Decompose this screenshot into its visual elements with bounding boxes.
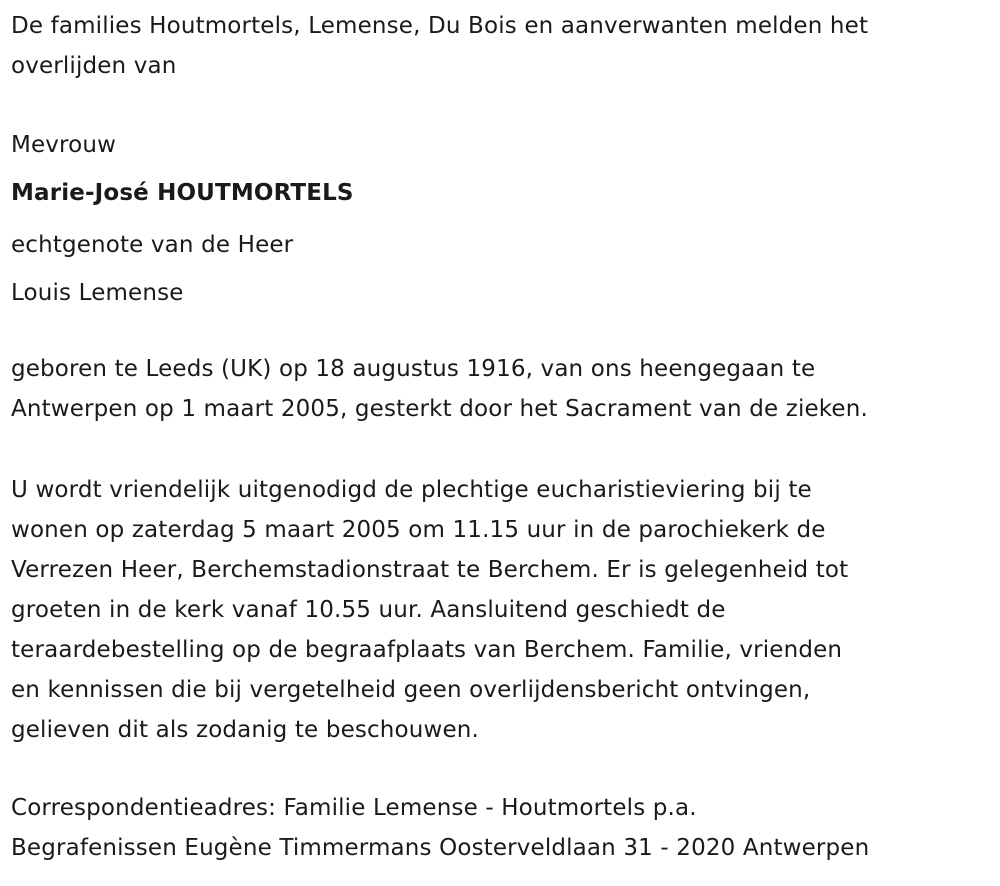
invitation-line: teraardebestelling op de begraafplaats van Berchem. Familie, vrienden	[11, 637, 843, 663]
deceased-name: Marie-José HOUTMORTELS	[11, 180, 354, 206]
correspondence-line: Correspondentieadres: Familie Lemense - Houtmortels p.a.	[11, 795, 697, 821]
intro-line: overlijden van	[11, 53, 177, 79]
birth-death-paragraph	[11, 349, 868, 429]
invitation-line: wonen op zaterdag 5 maart 2005 om 11.15 uur in de parochiekerk de	[11, 517, 826, 543]
spouse-line: Louis Lemense	[11, 280, 184, 306]
spouse-line: echtgenote van de Heer	[11, 232, 294, 258]
intro-line: De families Houtmortels, Lemense, Du Bois en aanverwanten melden het	[11, 13, 869, 39]
correspondence-paragraph	[11, 788, 869, 868]
invitation-line: en kennissen die bij vergetelheid geen overlijdensbericht ontvingen,	[11, 677, 811, 703]
birth-death-line: geboren te Leeds (UK) op 18 augustus 1916, van ons heengegaan te	[11, 356, 816, 382]
invitation-line: gelieven dit als zodanig te beschouwen.	[11, 717, 479, 743]
birth-death-line: Antwerpen op 1 maart 2005, gesterkt door het Sacrament van de zieken.	[11, 396, 868, 422]
invitation-line: groeten in de kerk vanaf 10.55 uur. Aansluitend geschiedt de	[11, 597, 726, 623]
intro-paragraph	[11, 6, 868, 86]
correspondence-line: Begrafenissen Eugène Timmermans Oosterveldlaan 31 - 2020 Antwerpen	[11, 835, 870, 861]
invitation-paragraph	[11, 470, 848, 750]
invitation-line: Verrezen Heer, Berchemstadionstraat te Berchem. Er is gelegenheid tot	[11, 557, 849, 583]
salutation: Mevrouw	[11, 132, 117, 158]
spouse-paragraph	[11, 221, 293, 317]
invitation-line: U wordt vriendelijk uitgenodigd de plechtige eucharistieviering bij te	[11, 477, 812, 503]
